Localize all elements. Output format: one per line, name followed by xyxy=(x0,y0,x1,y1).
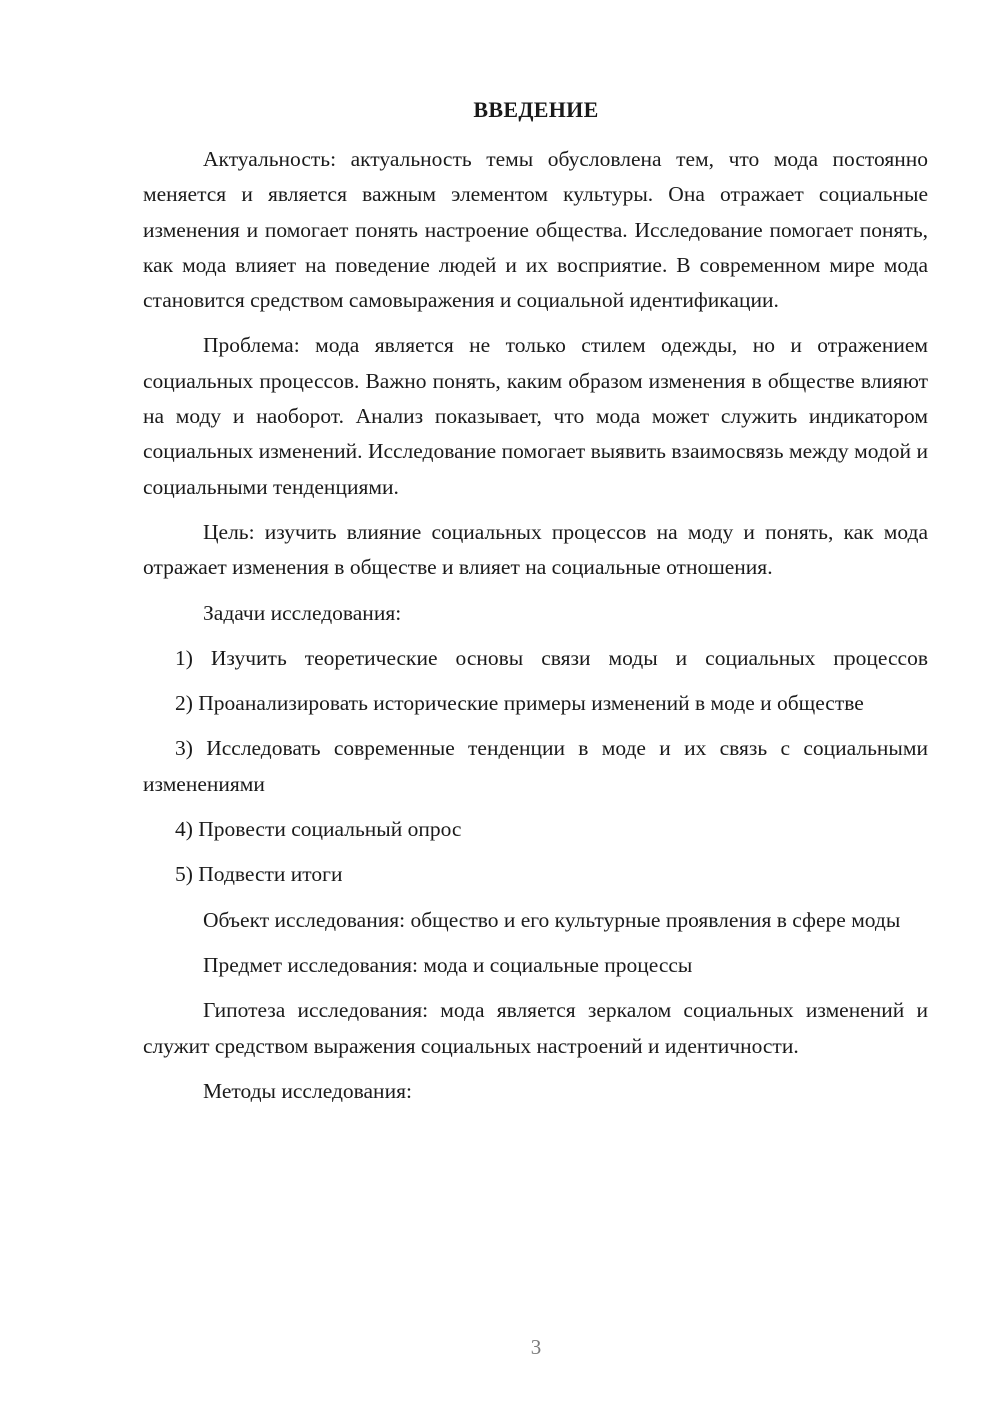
task-item-4: 4) Провести социальный опрос xyxy=(175,817,462,842)
document-body xyxy=(143,142,928,1119)
paragraph-methods: Методы исследования: xyxy=(203,1078,412,1103)
paragraph-relevance: Актуальность: актуальность темы обусловлена тем, что мода постоянно меняется и является важным элементом культуры. Она отражает социальные изменения и помогает понять настроение общества. Исследование помогает понять, как мода влияет на поведение людей и их восприятие. В современном мире мода становится средством самовыражения и социальной идентификации. xyxy=(143,147,928,313)
paragraph-object: Объект исследования: общество и его культурные проявления в сфере моды xyxy=(203,907,901,932)
paragraph-problem: Проблема: мода является не только стилем одежды, но и отражением социальных процессов. Важно понять, каким образом изменения в обществе влияют на моду и наоборот. Анализ показывает, что мода может служить индикатором социальных изменений. Исследование помогает выявить взаимосвязь между модой и социальными тенденциями. xyxy=(143,333,928,499)
page-number: 3 xyxy=(530,1335,542,1359)
task-item-3: 3) Исследовать современные тенденции в моде и их связь с социальными изменениями xyxy=(143,736,928,796)
paragraph-goal: Цель: изучить влияние социальных процессов на моду и понять, как мода отражает изменения в обществе и влияет на социальные отношения. xyxy=(143,519,928,580)
task-item-5: 5) Подвести итоги xyxy=(175,862,343,887)
task-item-2: 2) Проанализировать исторические примеры изменений в моде и обществе xyxy=(175,691,864,716)
task-item-1: 1) Изучить теоретические основы связи моды и социальных процессов xyxy=(175,645,928,670)
paragraph-subject: Предмет исследования: мода и социальные процессы xyxy=(203,952,693,977)
paragraph-hypothesis: Гипотеза исследования: мода является зеркалом социальных изменений и служит средством выражения социальных настроений и идентичности. xyxy=(143,998,928,1058)
paragraph-tasks-heading: Задачи исследования: xyxy=(203,600,402,625)
page-title: ВВЕДЕНИЕ xyxy=(473,97,599,122)
